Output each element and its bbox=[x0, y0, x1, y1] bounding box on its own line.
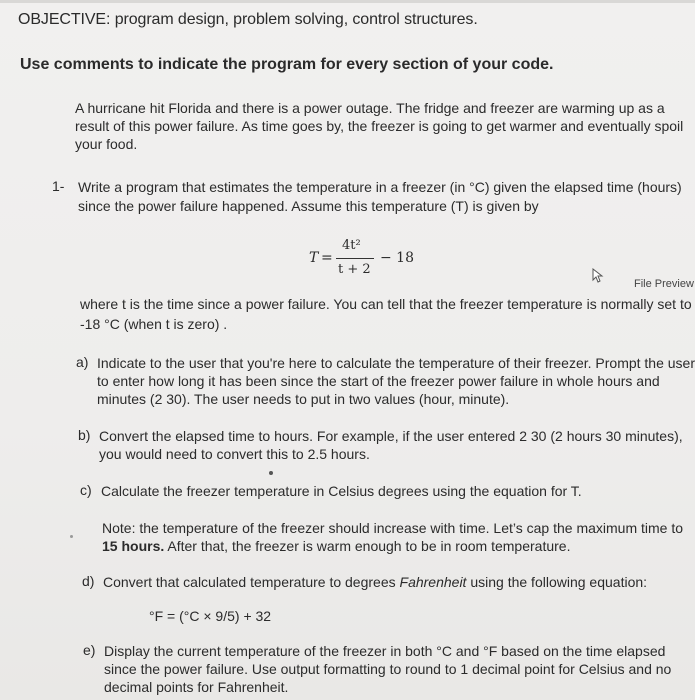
item-a-label: a) bbox=[76, 354, 89, 370]
faint-dot bbox=[70, 535, 73, 538]
fraction-bar bbox=[336, 258, 374, 259]
temperature-formula bbox=[302, 238, 442, 282]
item-c-text: Calculate the freezer temperature in Celsius degrees using the equation for T. bbox=[101, 483, 582, 499]
formula-tail: − 18 bbox=[380, 250, 414, 266]
intro-paragraph: A hurricane hit Florida and there is a power outage. The fridge and freezer are warming up as a result of this power failure. As time goes by, the freezer is going to get warmer and eventually spoil your food. bbox=[75, 100, 684, 152]
note-paragraph bbox=[102, 519, 692, 555]
item-d-label: d) bbox=[82, 573, 95, 589]
item-b-text: Convert the elapsed time to hours. For example, if the user entered 2 30 (2 hours 30 minutes), you would need to convert this to 2.5 hours. bbox=[99, 428, 683, 462]
question-number: 1- bbox=[52, 178, 65, 194]
item-e-text: Display the current temperature of the freezer in both °C and °F based on the time elapsed since the power failure. Use output formatting to round to 1 decimal point for Celsius and no decimal points for Fahrenheit. bbox=[104, 643, 672, 695]
note-bold: 15 hours. bbox=[102, 538, 165, 554]
question-text: Write a program that estimates the temperature in a freezer (in °C) given the elapsed time (hours) since the power failure happened. Assume this temperature (T) is given by bbox=[78, 179, 682, 214]
item-d-pre: Convert that calculated temperature to degrees bbox=[103, 574, 400, 590]
item-d-em: Fahrenheit bbox=[399, 574, 467, 590]
mouse-cursor-icon bbox=[592, 268, 604, 289]
where-paragraph: where t is the time since a power failure. You can tell that the freezer temperature is normally set to -18 °C (when t is zero) . bbox=[80, 296, 692, 332]
top-edge bbox=[0, 0, 695, 3]
formula-denominator: t + 2 bbox=[338, 262, 371, 277]
note-rest: After that, the freezer is warm enough to be in room temperature. bbox=[164, 538, 571, 554]
formula-equals: = bbox=[321, 250, 333, 266]
item-b-label: b) bbox=[78, 427, 91, 443]
formula-lhs: T bbox=[309, 250, 319, 266]
item-d-post: using the following equation: bbox=[466, 574, 648, 590]
dot-mark bbox=[269, 471, 273, 475]
item-c-label: c) bbox=[80, 482, 92, 498]
formula-numerator: 4t² bbox=[342, 238, 361, 253]
instructions-heading: Use comments to indicate the program for every section of your code. bbox=[20, 56, 554, 73]
item-a-text: Indicate to the user that you're here to calculate the temperature of their freezer. Prompt the user to enter how long it has been since the start of the freezer power failure in whole hours and minutes (2 30). The user needs to put in two values (hour, minute). bbox=[97, 355, 695, 407]
fahrenheit-formula: °F = (°C × 9/5) + 32 bbox=[149, 608, 272, 624]
item-d-text bbox=[103, 573, 693, 591]
file-preview-label[interactable]: File Preview bbox=[634, 278, 694, 290]
item-e-label: e) bbox=[83, 642, 96, 658]
note-text: Note: the temperature of the freezer should increase with time. Let’s cap the maximum time to bbox=[102, 520, 684, 536]
objective-heading: OBJECTIVE: program design, problem solving, control structures. bbox=[18, 11, 478, 28]
